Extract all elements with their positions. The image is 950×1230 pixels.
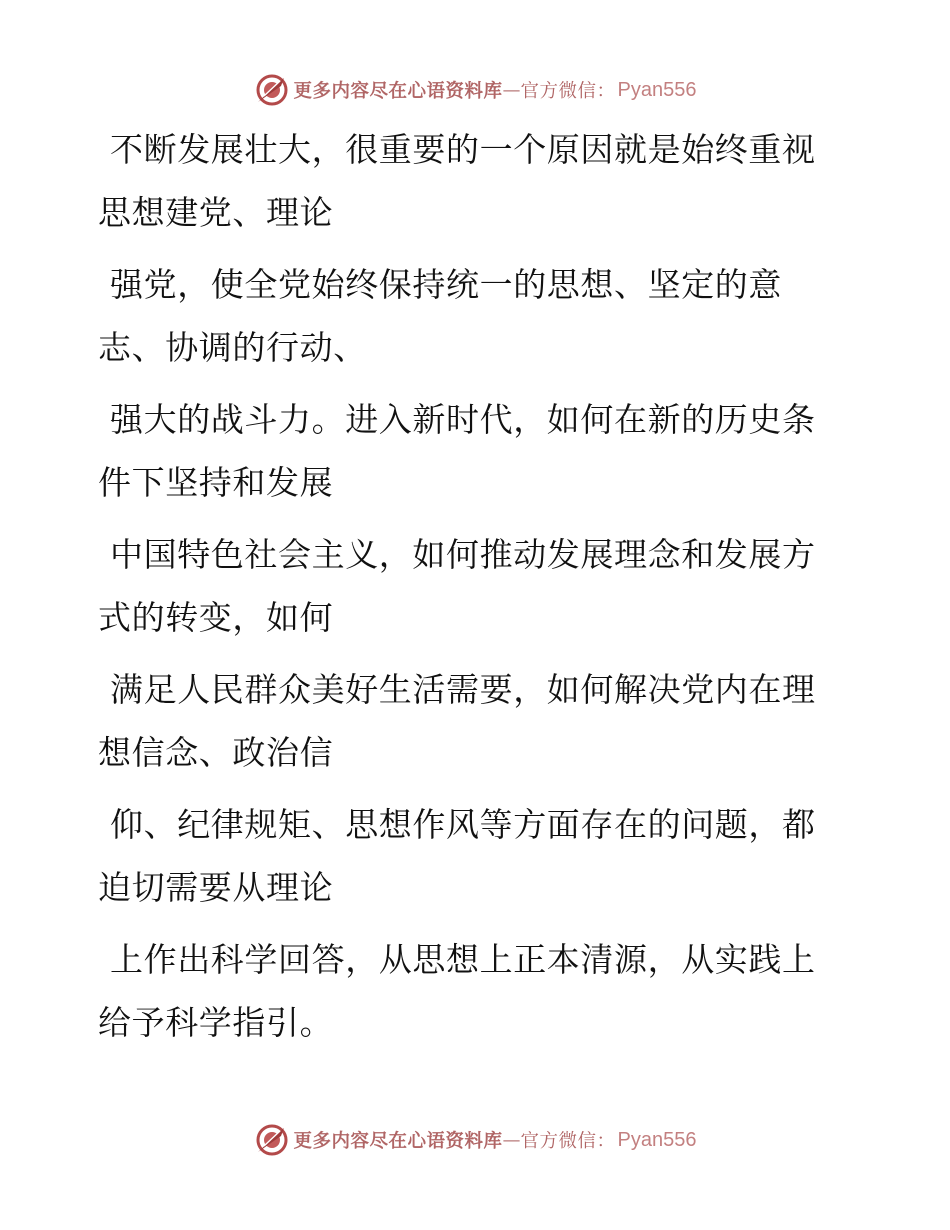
header-wechat-label: 官方微信： — [520, 81, 616, 102]
paragraph-line: 强大的战斗力。进入新时代，如何在新的历史条 — [110, 400, 816, 439]
document-body — [98, 118, 858, 1054]
footer-wechat-label: 官方微信： — [520, 1131, 616, 1152]
paragraph — [98, 658, 858, 784]
paragraph-line: 满足人民群众美好生活需要，如何解决党内在理 — [110, 670, 816, 709]
paragraph-line: 上作出科学回答，从思想上正本清源，从实践上 — [110, 940, 816, 979]
footer-brand-text: 更多内容尽在心语资料库 — [293, 1131, 503, 1152]
paragraph-line: 思想建党、理论 — [98, 193, 334, 232]
paragraph-line: 中国特色社会主义，如何推动发展理念和发展方 — [110, 535, 816, 574]
paragraph — [98, 928, 858, 1054]
paragraph — [98, 388, 858, 514]
quill-logo-icon — [254, 1122, 290, 1158]
paragraph-line: 给予科学指引。 — [98, 1003, 334, 1042]
paragraph — [98, 793, 858, 919]
header-wechat-id: Pyan556 — [617, 78, 697, 101]
footer-wechat-id: Pyan556 — [617, 1128, 697, 1151]
paragraph-line: 强党，使全党始终保持统一的思想、坚定的意 — [110, 265, 782, 304]
paragraph — [98, 118, 858, 244]
paragraph — [98, 253, 858, 379]
footer-separator: — — [502, 1129, 521, 1151]
header-separator: — — [502, 79, 521, 101]
paragraph — [98, 523, 858, 649]
header-brand-text: 更多内容尽在心语资料库 — [293, 81, 503, 102]
footer-banner — [0, 1120, 950, 1160]
header-banner — [0, 70, 950, 110]
quill-logo-icon — [254, 72, 290, 108]
paragraph-line: 件下坚持和发展 — [98, 463, 334, 502]
paragraph-line: 不断发展壮大，很重要的一个原因就是始终重视 — [110, 130, 816, 169]
paragraph-line: 式的转变，如何 — [98, 598, 334, 637]
paragraph-line: 迫切需要从理论 — [98, 868, 334, 907]
paragraph-line: 志、协调的行动、 — [98, 328, 367, 367]
paragraph-line: 仰、纪律规矩、思想作风等方面存在的问题，都 — [110, 805, 816, 844]
paragraph-line: 想信念、政治信 — [98, 733, 334, 772]
